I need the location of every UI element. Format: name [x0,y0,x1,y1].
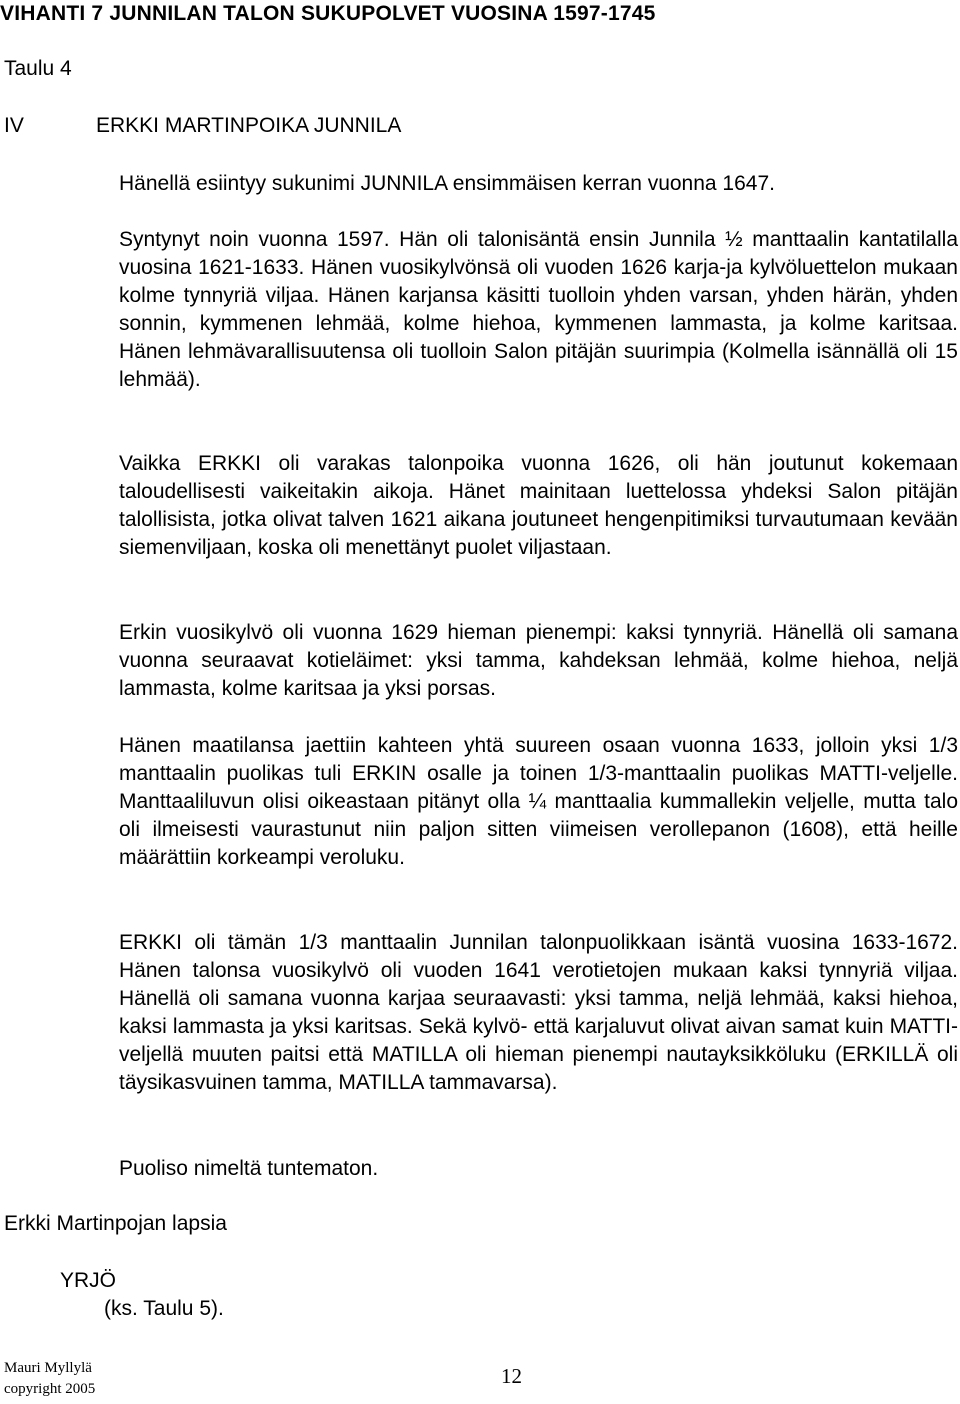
page-number: 12 [501,1364,522,1388]
footer-author: Mauri Myllylä [4,1360,92,1376]
person-name: ERKKI MARTINPOIKA JUNNILA [96,114,402,137]
table-label: Taulu 4 [4,57,72,80]
paragraph-birth-and-farm: Syntynyt noin vuonna 1597. Hän oli talonisäntä ensin Junnila ½ manttaalin kantatilalla vuosina 1621-1633. Hänen vuosikylvönsä oli vuoden 1626 karja-ja kylvöluettelon mukaan kolme tynnyriä viljaa. Hänen karjansa käsitti tuolloin yhden varsan, yhden härän, yhden sonnin, kymmenen lehmää, kolme hiehoa, kymmenen lammasta, ja kolme karitsaa. Hänen lehmävarallisuutensa oli tuolloin Salon pitäjän suurimpia (Kolmella isännällä oli 15 lehmää). [119,228,958,391]
footer-copyright: copyright 2005 [4,1381,96,1397]
children-heading: Erkki Martinpojan lapsia [4,1212,227,1235]
paragraph-1633-1672: ERKKI oli tämän 1/3 manttaalin Junnilan talonpuolikkaan isäntä vuosina 1633-1672. Hänen talonsa vuosikylvö oli vuoden 1641 verotietojen mukaan kaksi tynnyriä viljaa. Hänellä oli samana vuonna karjaa seuraavasti: yksi tamma, neljä lehmää, kaksi hiehoa, kaksi lammasta ja yksi karitsas. Sekä kylvö- että karjaluvut olivat aivan samat kuin MATTI-veljellä muuten paitsi että MATILLA oli hieman pienempi nautayksikköluku (ERKILLÄ oli täysikasvuinen tamma, MATILLA tammavarsa). [119,931,958,1094]
paragraph-1629-livestock: Erkin vuosikylvö oli vuonna 1629 hieman pienempi: kaksi tynnyriä. Hänellä oli samana vuonna seuraavat kotieläimet: yksi tamma, kahdeksan lehmää, kolme hiehoa, neljä lammasta, kolme karitsaa ja yksi porsas. [119,621,958,700]
child-name: YRJÖ [60,1269,117,1292]
paragraph-surname-note: Hänellä esiintyy sukunimi JUNNILA ensimmäisen kerran vuonna 1647. [119,172,775,195]
generation-number: IV [4,114,24,137]
child-reference: (ks. Taulu 5). [104,1297,224,1320]
page-title: VIHANTI 7 JUNNILAN TALON SUKUPOLVET VUOSINA 1597-1745 [0,2,656,25]
paragraph-farm-division: Hänen maatilansa jaettiin kahteen yhtä suureen osaan vuonna 1633, jolloin yksi 1/3 manttaalin puolikas tuli ERKIN osalle ja toinen 1/3-manttaalin puolikas MATTI-veljelle. Manttaaliluvun olisi oikeastaan pitänyt olla ¼ manttaalia kummallekin veljelle, mutta talo oli ilmeisesti vaurastunut niin paljon sitten viimeisen verollepanon (1608), että heille määrättiin korkeampi veroluku. [119,734,958,869]
paragraph-spouse: Puoliso nimeltä tuntematon. [119,1157,379,1180]
paragraph-hardships: Vaikka ERKKI oli varakas talonpoika vuonna 1626, oli hän joutunut kokemaan taloudellisesti vaikeitakin aikoja. Hänet mainitaan luettelossa yhdeksi Salon pitäjän talollisista, jotka olivat talven 1621 aikana joutuneet hengenpitimiksi turvautumaan kevään siemenviljaan, koska oli menettänyt puolet viljastaan. [119,452,958,559]
